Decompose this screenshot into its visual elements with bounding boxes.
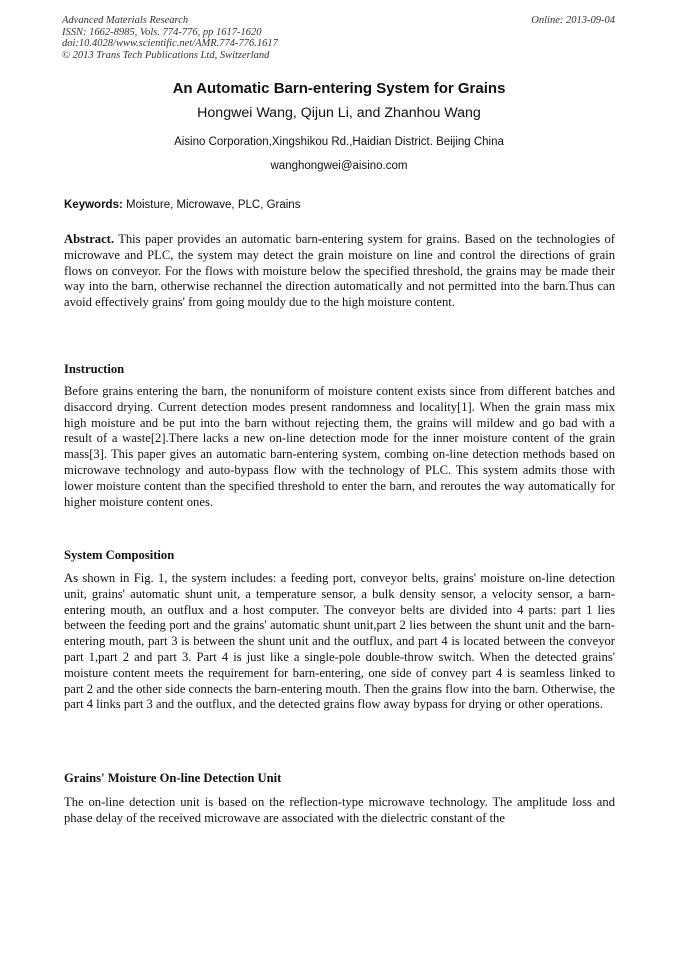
journal-name: Advanced Materials Research <box>62 15 189 26</box>
journal-copyright: © 2013 Trans Tech Publications Ltd, Switzerland <box>62 49 270 61</box>
keywords-text: Moisture, Microwave, PLC, Grains <box>122 199 301 211</box>
abstract-paragraph <box>64 232 615 311</box>
section-paragraph-system-composition: As shown in Fig. 1, the system includes: a feeding port, conveyor belts, grains' moisture on-line detection unit, grains' automatic shunt unit, a temperature sensor, a bulk density sensor, a velocity sensor, a barn-entering mouth, an outflux and a host computer. The conveyor belts are divided into 4 parts: part 1 lies between the feeding port and the grains' automatic shunt unit,part 2 lies between the shunt unit and the barn-entering mouth, part 3 is between the shunt unit and the outflux, and part 4 is located between the conveyor part 1,part 2 and part 3. Part 4 is just like a single-pole double-throw switch. When the detected grains' moisture content meets the requirement for barn-entering, one side of convey part 4 is seamless linked to part 2 and the other side connects the barn-entering mouth. Then the grains flow into the barn. Otherwise, the part 4 links part 3 and the outflux, and the detected grains flow away bypass for drying or other operations. <box>64 571 615 712</box>
section-heading-detection-unit: Grains' Moisture On-line Detection Unit <box>64 771 282 785</box>
paper-title: An Automatic Barn-entering System for Grains <box>172 80 506 97</box>
section-heading-system-composition: System Composition <box>64 548 175 562</box>
journal-header <box>62 15 422 61</box>
author-email: wanghongwei@aisino.com <box>270 160 408 172</box>
section-paragraph-instruction: Before grains entering the barn, the nonuniform of moisture content exists since from different batches and disaccord drying. Current detection modes present randomness and locality[1]. When the grain mass mix high moisture and be put into the barn without rejecting them, the grains will mildew and go bad with a result of a waste[2].There lacks a new on-line detection mode for the inner moisture content of the grain mass[3]. This paper gives an automatic barn-entering system, combing on-line detection methods based on microwave technology and auto-bypass flow with the technology of PLC. This system admits those with lower moisture content than the specified threshold to enter the barn, and reroutes the way automatically for higher moisture content ones. <box>64 384 615 509</box>
online-date: Online: 2013-09-04 <box>531 15 615 26</box>
paper-affiliation: Aisino Corporation,Xingshikou Rd.,Haidian District. Beijing China <box>174 136 504 148</box>
section-heading-instruction: Instruction <box>64 362 125 376</box>
keywords-line <box>64 198 624 213</box>
section-paragraph-detection-unit: The on-line detection unit is based on the reflection-type microwave technology. The amplitude loss and phase delay of the received microwave are associated with the dielectric constant of the <box>64 795 615 825</box>
keywords-label: Keywords: <box>64 199 123 211</box>
journal-doi: doi:10.4028/www.scientific.net/AMR.774-776.1617 <box>62 38 278 49</box>
abstract-text: This paper provides an automatic barn-entering system for grains. Based on the technologies of microwave and PLC, the system may detect the grain moisture on line and control the directions of grain flows on conveyor. For the flows with moisture below the specified threshold, the grains may be made their way into the barn, otherwise rechannel the direction automatically and not permitted into the barn.Thus can avoid effectively grains' from going mouldy due to the high moisture content. <box>64 232 615 310</box>
journal-issn: ISSN: 1662-8985, Vols. 774-776, pp 1617-1620 <box>62 26 262 38</box>
abstract-label: Abstract. <box>64 232 115 246</box>
paper-authors: Hongwei Wang, Qijun Li, and Zhanhou Wang <box>197 105 481 121</box>
